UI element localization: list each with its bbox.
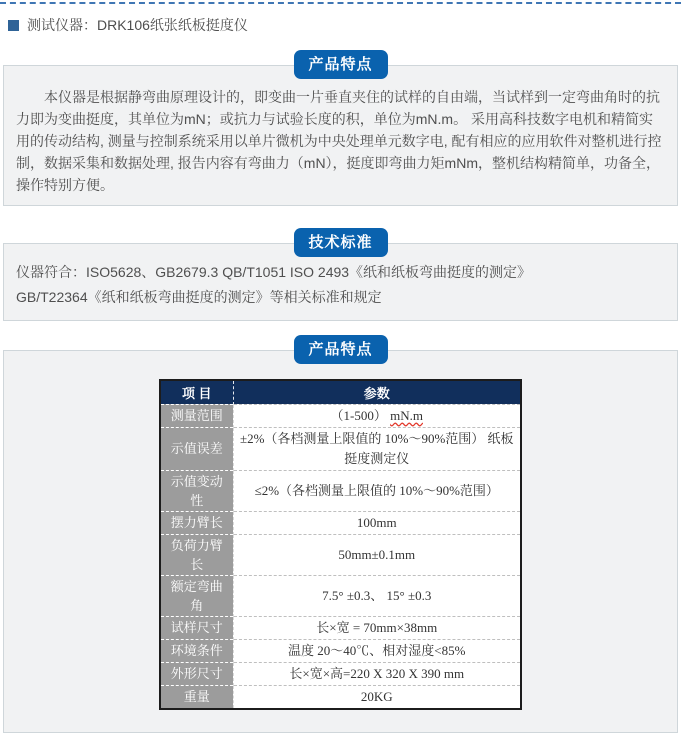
spec-row-label: 测量范围 [160,404,233,427]
spec-table-header-param: 参数 [233,380,521,404]
badge-technical-standards: 技术标准 [293,228,387,257]
spec-row-label: 负荷力臂长 [160,534,233,575]
spec-row-value: 7.5° ±0.3、 15° ±0.3 [233,575,521,616]
spec-row-value: 温度 20～40℃、相对湿度<85% [233,639,521,662]
spec-table-header-row [160,380,521,404]
badge-specs: 产品特点 [293,335,387,364]
spec-table-row [160,662,521,685]
spec-table-row [160,470,521,511]
spec-row-label: 额定弯曲角 [160,575,233,616]
spec-table-head [160,380,521,404]
spec-table-row [160,685,521,709]
section-technical-standards [3,234,678,321]
spec-row-label: 试样尺寸 [160,616,233,639]
section-product-features [3,56,678,206]
badge-product-features: 产品特点 [293,50,387,79]
spec-table-header-item: 项 目 [160,380,233,404]
spec-row-label: 示值误差 [160,427,233,470]
standards-line-2: GB/T22364《纸和纸板弯曲挺度的测定》等相关标准和规定 [16,289,382,305]
page-title: 测试仪器：DRK106纸张纸板挺度仪 [27,17,248,33]
spec-row-value: （1-500） mN.m [233,404,521,427]
spec-row-label: 重量 [160,685,233,709]
spec-table-row [160,534,521,575]
spec-row-value: 长×宽×高=220 X 320 X 390 mm [233,662,521,685]
spec-row-value: 50mm±0.1mm [233,534,521,575]
spec-table-row [160,639,521,662]
spec-table-row [160,575,521,616]
square-bullet-icon [8,20,19,31]
product-description: 本仪器是根据静弯曲原理设计的，即变曲一片垂直夹住的试样的自由端，当试样到一定弯曲角时的抗力即为变曲挺度，其单位为mN；或抗力与试验长度的积，单位为mN.m。 采用高科技数字电机和精简实用的传动结构, 测量与控制系统采用以单片微机为中央处理单元数字电, 配有相应的应用软件对整机进行控制，数据采集和数据处理, 报告内容有弯曲力（mN），挺度即弯曲力矩mNm，整机结构精简单，功备全，操作特别方便。 [16,89,662,193]
spec-row-value: ±2%（各档测量上限值的 10%～90%范围） 纸板挺度测定仪 [233,427,521,470]
page-header [0,4,681,35]
section-spec-table [3,341,678,733]
spec-row-label: 环境条件 [160,639,233,662]
spec-row-value: 20KG [233,685,521,709]
spec-row-value: 100mm [233,511,521,534]
spec-row-value: 长×宽 = 70mm×38mm [233,616,521,639]
spec-row-value: ≤2%（各档测量上限值的 10%～90%范围） [233,470,521,511]
spec-table-row [160,511,521,534]
spec-table-row [160,616,521,639]
spec-row-label: 外形尺寸 [160,662,233,685]
spellchecked-unit: mN.m [390,407,423,423]
spec-row-label: 摆力臂长 [160,511,233,534]
spec-table [159,379,522,710]
spec-table-row [160,427,521,470]
spec-table-body [160,404,521,709]
standards-line-1: 仪器符合：ISO5628、GB2679.3 QB/T1051 ISO 2493《纸和纸板弯曲挺度的测定》 [16,264,532,280]
spec-row-label: 示值变动性 [160,470,233,511]
spec-table-row [160,404,521,427]
